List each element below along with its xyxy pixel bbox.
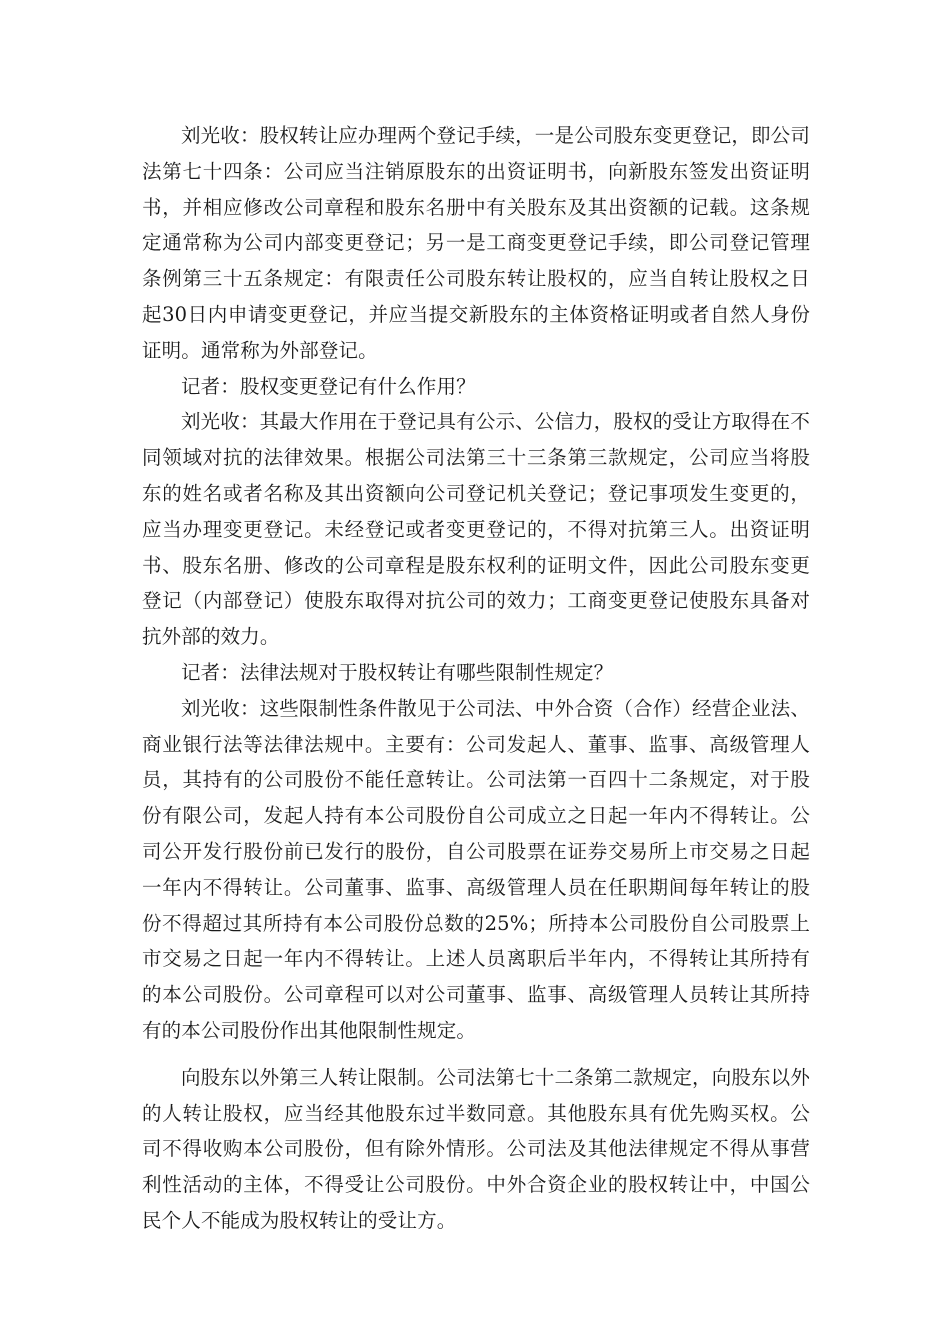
- paragraph-answer-registration-effect: 刘光收：其最大作用在于登记具有公示、公信力，股权的受让方取得在不同领域对抗的法律效果。根据公司法第三十三条第三款规定，公司应当将股东的姓名或者名称及其出资额向公司登记机关登记；登记事项发生变更的，应当办理变更登记。未经登记或者变更登记的，不得对抗第三人。出资证明书、股东名册、修改的公司章程是股东权利的证明文件，因此公司股东变更登记（内部登记）使股东取得对抗公司的效力；工商变更登记使股东具备对抗外部的效力。: [142, 410, 810, 649]
- paragraph-question-registration-effect: 记者：股权变更登记有什么作用？: [181, 374, 476, 398]
- document-body: [142, 118, 810, 1239]
- paragraph-third-party-restrictions: 向股东以外第三人转让限制。公司法第七十二条第二款规定，向股东以外的人转让股权，应当经其他股东过半数同意。其他股东具有优先购买权。公司不得收购本公司股份，但有除外情形。公司法及其他法律规定不得从事营利性活动的主体，不得受让公司股份。中外合资企业的股权转让中，中国公民个人不能成为股权转让的受让方。: [142, 1065, 810, 1232]
- paragraph-registration-procedures: 刘光收：股权转让应办理两个登记手续，一是公司股东变更登记，即公司法第七十四条：公司应当注销原股东的出资证明书，向新股东签发出资证明书，并相应修改公司章程和股东名册中有关股东及其出资额的记载。这条规定通常称为公司内部变更登记；另一是工商变更登记手续，即公司登记管理条例第三十五条规定：有限责任公司股东转让股权的，应当自转让股权之日起30日内申请变更登记，并应当提交新股东的主体资格证明或者自然人身份证明。通常称为外部登记。: [142, 124, 810, 362]
- paragraph-answer-restrictions: 刘光收：这些限制性条件散见于公司法、中外合资（合作）经营企业法、商业银行法等法律法规中。主要有：公司发起人、董事、监事、高级管理人员，其持有的公司股份不能任意转让。公司法第一百四十二条规定，对于股份有限公司，发起人持有本公司股份自公司成立之日起一年内不得转让。公司公开发行股份前已发行的股份，自公司股票在证券交易所上市交易之日起一年内不得转让。公司董事、监事、高级管理人员在任职期间每年转让的股份不得超过其所持有本公司股份总数的25%；所持本公司股份自公司股票上市交易之日起一年内不得转让。上述人员离职后半年内，不得转让其所持有的本公司股份。公司章程可以对公司董事、监事、高级管理人员转让其所持有的本公司股份作出其他限制性规定。: [142, 696, 810, 1042]
- paragraph-question-restrictions: 记者：法律法规对于股权转让有哪些限制性规定？: [181, 660, 614, 684]
